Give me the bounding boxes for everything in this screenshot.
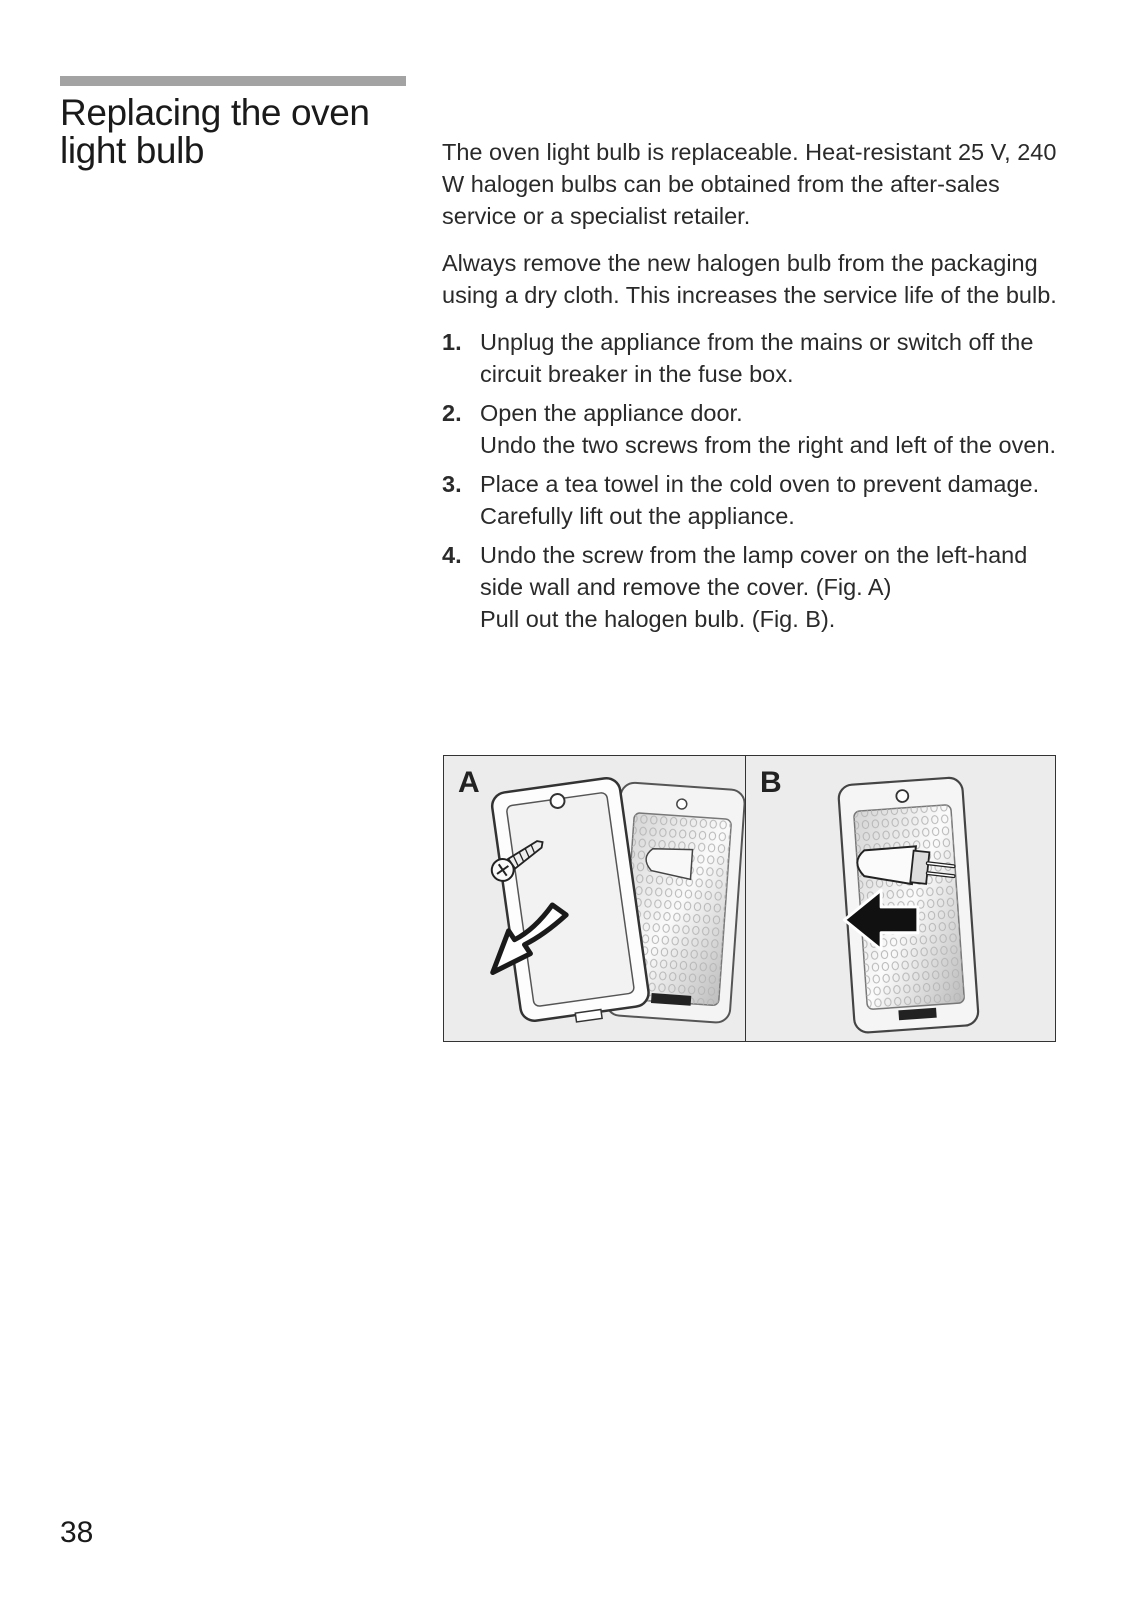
step-number: 4.	[442, 542, 462, 568]
step-line: Unplug the appliance from the mains or switch off the circuit breaker in the fuse box.	[480, 329, 1034, 387]
step-item	[442, 326, 1062, 390]
step-text	[480, 539, 1062, 635]
lamp-cover-removal-illustration	[444, 756, 745, 1041]
lamp-housing	[838, 777, 979, 1033]
content-column	[442, 136, 1062, 642]
step-item	[442, 539, 1062, 635]
step-line: Undo the screw from the lamp cover on the left-hand side wall and remove the cover. (Fig. A)	[480, 542, 1028, 600]
lamp-figure	[443, 755, 1056, 1042]
step-item	[442, 397, 1062, 461]
steps-list	[442, 326, 1062, 635]
step-line: Pull out the halogen bulb. (Fig. B).	[480, 606, 836, 632]
step-line: Place a tea towel in the cold oven to prevent damage.	[480, 471, 1040, 497]
step-text	[480, 468, 1062, 532]
figure-label-a: A	[458, 766, 480, 799]
step-line: Carefully lift out the appliance.	[480, 503, 795, 529]
step-line: Undo the two screws from the right and left of the oven.	[480, 432, 1057, 458]
figure-panel-b	[746, 756, 1054, 1041]
figure-panel-a	[444, 756, 746, 1041]
section-title: Replacing the oven light bulb	[60, 92, 370, 171]
intro-paragraph: Always remove the new halogen bulb from the packaging using a dry cloth. This increases the service life of the bulb.	[442, 250, 1057, 308]
step-line: Open the appliance door.	[480, 400, 743, 426]
step-number: 2.	[442, 400, 462, 426]
step-item	[442, 468, 1062, 532]
step-text	[480, 326, 1062, 390]
step-number: 1.	[442, 329, 462, 355]
page-number: 38	[60, 1516, 94, 1549]
figure-label-b: B	[760, 766, 782, 799]
step-number: 3.	[442, 471, 462, 497]
intro-paragraph: The oven light bulb is replaceable. Heat-resistant 25 V, 240 W halogen bulbs can be obtained from the after-sales service or a specialist retailer.	[442, 139, 1057, 229]
bulb-removal-illustration	[746, 756, 1054, 1041]
section-rule	[60, 76, 406, 86]
step-text	[480, 397, 1062, 461]
